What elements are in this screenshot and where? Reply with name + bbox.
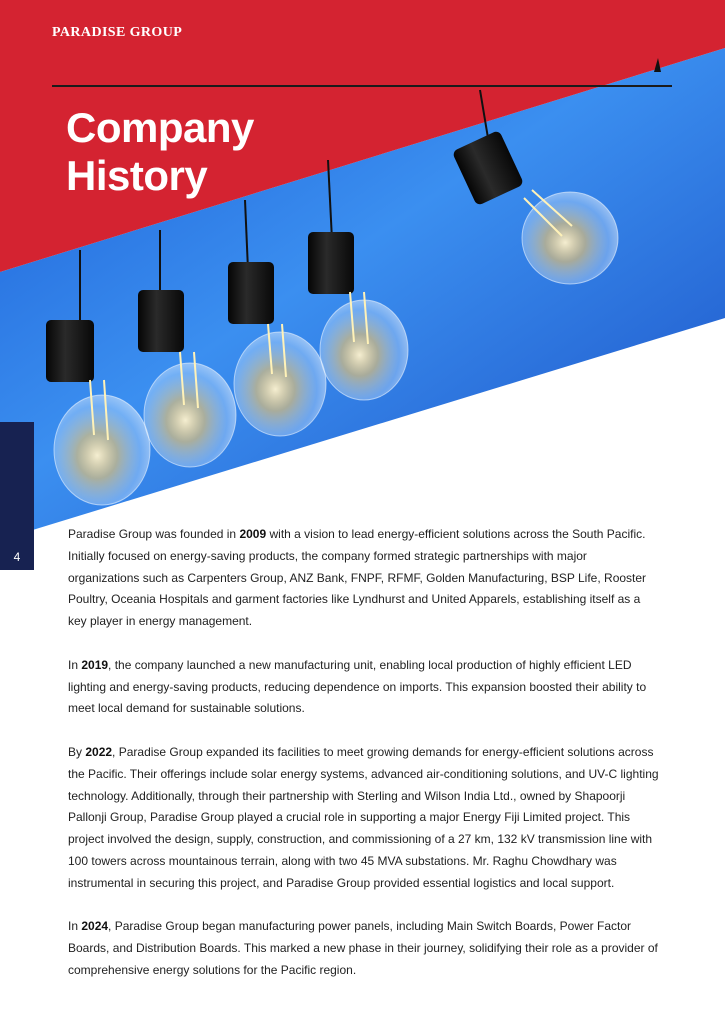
paragraph-text: , Paradise Group began manufacturing power panels, including Main Switch Boards, Power Factor Boards, and Distribution Boards. This marked a new phase in their journey, solidifying their role as a provider of comprehensive energy solutions for the Pacific region. bbox=[68, 919, 658, 977]
paragraph-text: Paradise Group was founded in bbox=[68, 527, 240, 541]
page-title bbox=[66, 104, 254, 200]
history-paragraph bbox=[68, 524, 660, 633]
paragraph-text: By bbox=[68, 744, 86, 759]
page-tab bbox=[0, 422, 34, 570]
paragraph-text: , Paradise Group expanded its facilities to meet growing demands for energy-efficient solutions across the Pacific. Their offerings include solar energy systems, advanced air-conditioning solutions, and UV-C lighting technology. Additionally, through their partnership with Sterling and Wilson India Ltd., owned by Shapoorji Pallonji Group, Paradise Group played a crucial role in supporting a major Energy Fiji Limited project. This project involved the design, supply, construction, and commissioning of a 27 km, 132 kV transmission line with 100 towers across mountainous terrain, along with two 45 MVA substations. Mr. Raghu Chowdhary was instrumental in securing this project, and Paradise Group provided essential logistics and local support. bbox=[68, 744, 659, 890]
year-highlight: 2009 bbox=[239, 527, 267, 541]
marker-triangle-icon bbox=[652, 58, 662, 72]
year-highlight: 2024 bbox=[81, 919, 109, 934]
paragraph-text: In bbox=[68, 919, 82, 934]
paragraph-text: , the company launched a new manufacturing unit, enabling local production of highly efficient LED lighting and energy-saving products, reducing dependence on imports. This expansion boosted their ability to meet local demand for sustainable solutions. bbox=[68, 657, 647, 716]
header-rule bbox=[52, 85, 672, 87]
title-line-2: History bbox=[66, 152, 208, 199]
brand-name: PARADISE GROUP bbox=[52, 25, 183, 40]
year-highlight: 2019 bbox=[81, 657, 109, 672]
paragraph-text: In bbox=[68, 657, 82, 672]
history-text bbox=[68, 524, 660, 1004]
title-line-1: Company bbox=[66, 104, 254, 151]
history-paragraph bbox=[68, 916, 660, 981]
history-paragraph bbox=[68, 655, 660, 720]
history-paragraph bbox=[68, 742, 660, 895]
year-highlight: 2022 bbox=[85, 744, 113, 759]
page-number: 4 bbox=[13, 550, 21, 564]
paragraph-text: with a vision to lead energy-efficient solutions across the South Pacific. Initially focused on energy-saving products, the company formed strategic partnerships with major organizations such as Carpenters Group, ANZ Bank, FNPF, RFMF, Golden Manufacturing, BSP Life, Rooster Poultry, Oceania Hospitals and garment factories like Lyndhurst and United Apparels, establishing itself as a key player in energy management. bbox=[68, 527, 647, 629]
